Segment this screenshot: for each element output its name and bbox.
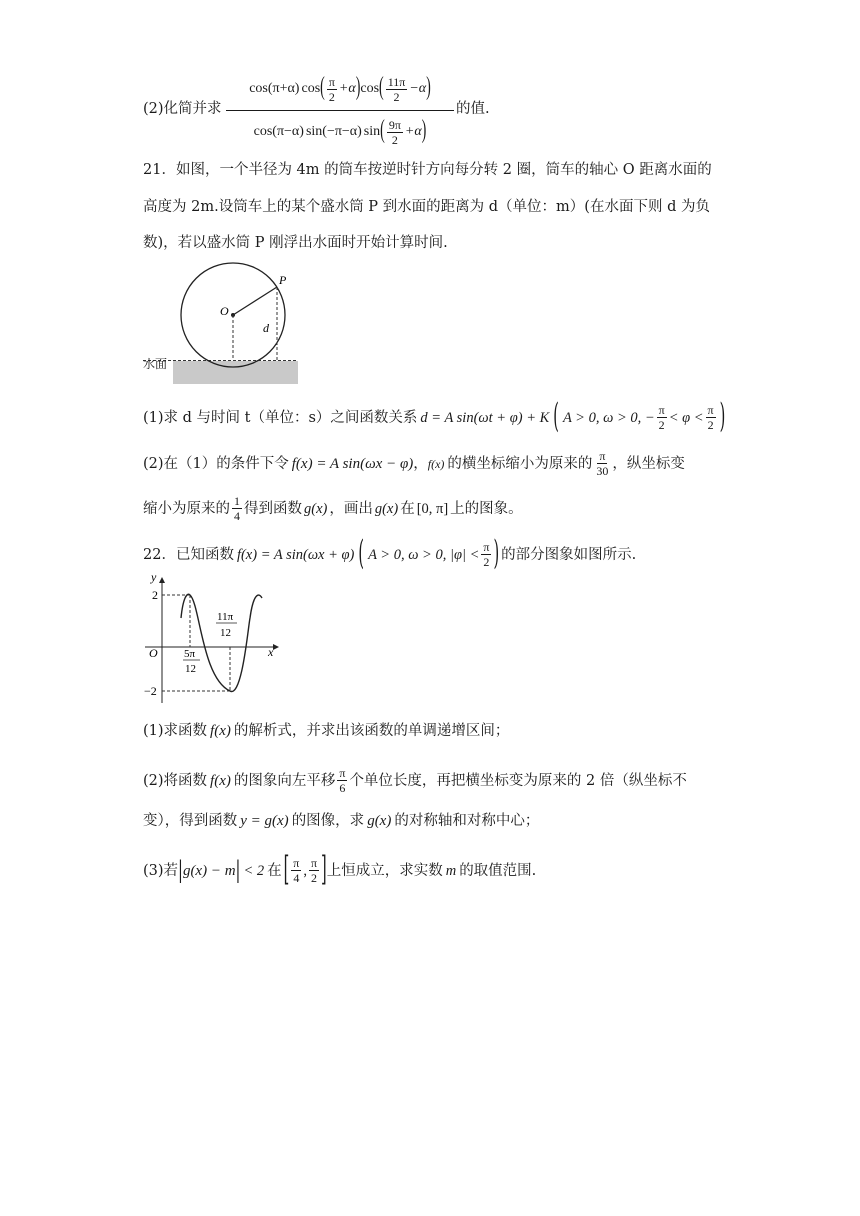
q20-denominator: cos(π−α) sin(−π−α) sin ( $\frac{9\pi}{2}$ +α ) (253, 116, 427, 147)
q22-p2-ygx: y = g(x) (240, 813, 289, 829)
q21-part2-f: 得到函数 (244, 500, 302, 517)
y-label: y (151, 570, 157, 584)
label-water: 水面 (143, 357, 168, 371)
sine-curve (181, 594, 262, 691)
q20-den-f3-frac: $\frac{9\pi}{2}$ (388, 117, 401, 147)
q21-line2: 高度为 2m.设筒车上的某个盛水筒 P 到水面的距离为 d（单位：m）(在水面下则 d 为负 (143, 199, 710, 215)
q22-p2-gx: g(x) (367, 813, 392, 829)
q22-line1-b: 的部分图象如图所示. (501, 546, 637, 563)
q22-p3-m: m (445, 862, 457, 879)
q21-part2-h: 在 (400, 500, 415, 517)
q22-p3-c: 上恒成立，求实数 (326, 862, 443, 879)
q22-p3-lt: < 2 (243, 862, 265, 879)
q22-p2-line2-a: 变），得到函数 (143, 813, 238, 829)
q22-p3-d: 的取值范围. (459, 862, 537, 879)
sine-graph (140, 568, 290, 708)
q21-part2-a: (2)在（1）的条件下令 (143, 455, 289, 472)
tick1-den: 12 (185, 663, 196, 675)
q22-p3-frac2: $\frac{\pi}{2}$ (310, 856, 318, 885)
q21-part1-formula: d = A sin(ωt + φ) + K (420, 409, 550, 426)
q22-p3-b: 在 (267, 862, 282, 879)
q21-part2-d: ，纵坐标变 (612, 455, 685, 472)
q21-part1-cond-a: A > 0, ω > 0, − (562, 409, 655, 426)
label-P: P (279, 273, 287, 287)
q22-p2-fx: f(x) (210, 772, 231, 789)
q20-den-f2: sin(−π−α) (305, 124, 362, 139)
tick2-num: 11π (217, 611, 234, 623)
q21-part2-frac: $\frac{\pi}{30}$ (596, 449, 609, 478)
origin-label: O (149, 646, 158, 660)
q22-p2-frac: $\frac{\pi}{6}$ (339, 766, 346, 795)
radius-OP (233, 287, 277, 315)
q20-num-f2-post: +α (338, 81, 356, 96)
q20-num-f3-frac: $\frac{11\pi}{2}$ (387, 74, 406, 104)
q21-part2-frac2: $\frac{1}{4}$ (234, 494, 240, 523)
q21-part1-text: (1)求 d 与时间 t（单位：s）之间函数关系 (143, 409, 418, 426)
q20-num-f2-frac: $\frac{\pi}{2}$ (328, 74, 335, 104)
q21-part1-frac2: $\frac{\pi}{2}$ (707, 403, 714, 432)
q22-p2-a: (2)将函数 (143, 772, 208, 789)
q22-p2-b: 的图象向左平移 (233, 772, 336, 789)
q21-part1-frac: $\frac{\pi}{2}$ (658, 403, 665, 432)
q21-part2-interval: [0, π] (416, 500, 449, 517)
q22-line1: 22．已知函数 f(x) = A sin(ωx + φ) ( A > 0, ω > 0, |φ| < $\frac{\pi}{2}$ ) 的部分图象如图所示. (143, 536, 637, 573)
q21-part2-formula: f(x) = A sin(ωx − φ) (291, 455, 414, 472)
q22-p3-frac1: $\frac{\pi}{4}$ (293, 856, 300, 885)
q21-part2-i: 上的图象。 (450, 500, 523, 517)
q21-part2-g: ，画出 (329, 500, 373, 517)
q20-den-f1: cos(π−α) (253, 124, 304, 139)
q21-part2-c: 的横坐标缩小为原来的 (447, 455, 593, 472)
q20-num-f2-pre: cos (301, 81, 321, 96)
q20-part2-label: (2)化简并求 (143, 101, 222, 117)
q22-line1-a: 22．已知函数 (143, 546, 234, 563)
q22-p3-abs: g(x) − m (182, 862, 236, 879)
q21-part2-line1 (143, 449, 685, 478)
q21-part2-gx: g(x) (304, 500, 328, 517)
label-O: O (220, 304, 229, 318)
q21-part1-cond-b: < φ < (668, 409, 704, 426)
q22-p3-a: (3)若 (143, 862, 179, 879)
q22-line1-formula: f(x) = A sin(ωx + φ) (236, 546, 355, 563)
q20-fraction-bar (226, 110, 454, 111)
q20-suffix: 的值. (456, 101, 490, 117)
q21-part2-fx: f(x) (427, 456, 445, 471)
q20-den-f3-post: +α (404, 124, 422, 139)
q22-part3: (3)若 | g(x) − m | < 2 在 [ $\frac{\pi}{4}$ , $\frac{\pi}{2}$ ] 上恒成立，求实数 m 的取值范围. (143, 852, 537, 889)
q22-p1-fx: f(x) (210, 723, 231, 739)
q20-fraction (226, 70, 454, 152)
q22-p2-line2-b: 的图像，求 (291, 813, 365, 829)
q22-line1-frac: $\frac{\pi}{2}$ (483, 540, 490, 569)
q22-p1-b: 的解析式，并求出该函数的单调递增区间； (233, 723, 510, 739)
q22-line1-cond: A > 0, ω > 0, |φ| < (368, 546, 480, 563)
q21-line1: 21．如图，一个半径为 4m 的筒车按逆时针方向每分转 2 圈，筒车的轴心 O 距离水面的 (143, 162, 712, 178)
ymin-label: −2 (144, 684, 157, 698)
q20-num-f3-pre: cos (360, 81, 380, 96)
q22-part1 (143, 721, 509, 741)
q22-p1-a: (1)求函数 (143, 723, 208, 739)
tick2-den: 12 (220, 627, 231, 639)
q22-p2-line2-c: 的对称轴和对称中心； (394, 813, 540, 829)
q21-part2-b: ， (413, 455, 428, 472)
q21-part2-e: 缩小为原来的 (143, 500, 230, 517)
water-surface (173, 361, 298, 384)
q21-part1: (1)求 d 与时间 t（单位：s）之间函数关系 d = A sin(ωt + φ) + K ( A > 0, ω > 0, − $\frac{\pi}{2}$ < φ < $\frac{\pi}{2}$ ) (143, 399, 726, 436)
q21-part2-gx2: g(x) (374, 500, 399, 517)
label-d: d (263, 321, 269, 335)
q20-den-f3-pre: sin (363, 124, 381, 139)
q21-line3: 数)，若以盛水筒 P 刚浮出水面时开始计算时间. (143, 235, 448, 251)
q22-part2-line1 (143, 766, 687, 795)
q20-num-f1: cos(π+α) (249, 81, 300, 96)
x-label: x (268, 645, 274, 659)
tick1-num: 5π (184, 648, 196, 660)
q20-numerator: cos(π+α) cos ( $\frac{\pi}{2}$ +α ) cos ( $\frac{11\pi}{2}$ −α ) (249, 73, 431, 104)
q20-num-f3-post: −α (409, 81, 427, 96)
q22-p2-c: 个单位长度，再把横坐标变为原来的 2 倍（纵坐标不 (349, 772, 687, 789)
q22-part2-line2 (143, 811, 539, 831)
q21-part2-line2 (143, 494, 523, 523)
ymax-label: 2 (152, 588, 158, 602)
